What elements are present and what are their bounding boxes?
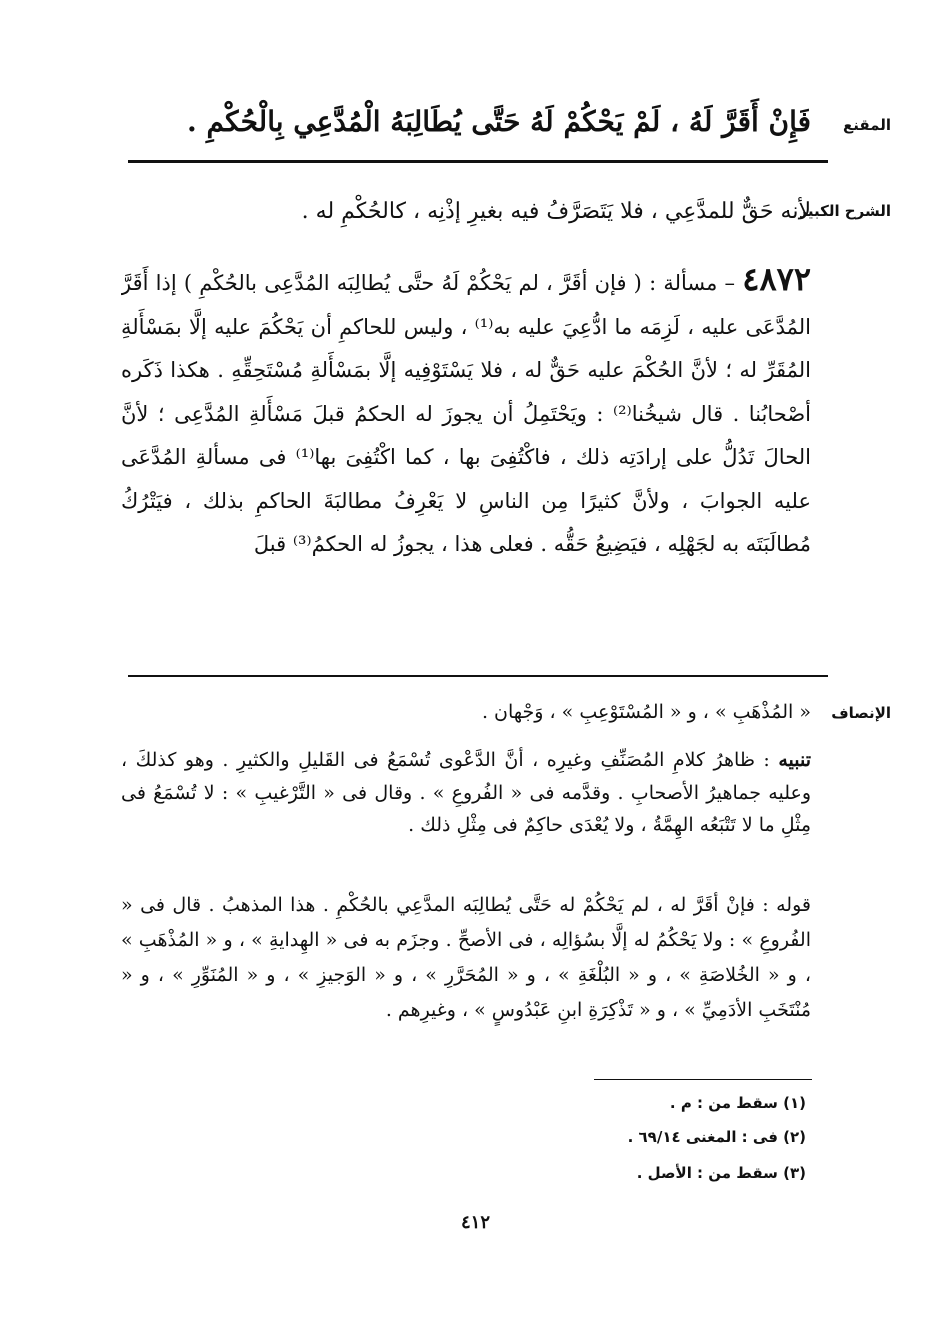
sharh-label: الشرح الكبير bbox=[798, 202, 891, 220]
sharh-body bbox=[121, 258, 811, 654]
insaf-qawluh: قوله : فإنْ أقَرَّ له ، لم يَحْكُمْ له حَتَّى يُطالِبَه المدَّعِي بالحُكْمِ . هذا المذهبُ . قال فى « الفُروعِ » : ولا يَحْكُمُ له إلَّا بسُؤالِه ، فى الأصحِّ . وجزَم به فى « الهِدايةِ » ، و « المُذْهَبِ » ، و « الخُلاصَةِ » ، و « البُلْغَةِ » ، و « المُحَرَّرِ » ، و « الوَجيزِ » ، و « المُنَوِّرِ » ، و « مُنْتَخَبِ الأدَمِيِّ » ، و « تَذْكِرَةِ ابنِ عَبْدُوسٍ » ، وغيرِهم . bbox=[121, 894, 811, 1021]
tanbih-text: : ظاهرُ كلامِ المُصَنِّفِ وغيرِه ، أنَّ الدَّعْوى تُسْمَعُ فى القَليلِ والكثيرِ . وهو كذلكَ ، وعليه جماهيرُ الأصحابِ . وقدَّمه فى « الفُروعِ » . وقال فى « التَّرْغيبِ » : لا تُسْمَعُ فى مِثْلِ ما لا تَتْبَعُه الهِمَّةُ ، ولا يُعْدَى حاكِمٌ فى مِثْلِ ذلك . bbox=[121, 749, 811, 836]
insaf-label: الإنصاف bbox=[831, 704, 891, 722]
footnote-2: (٢) فى : المغنى ٦٩/١٤ . bbox=[627, 1128, 806, 1146]
muqni-text: فَإِنْ أَقَرَّ لَهُ ، لَمْ يَحْكُمْ لَهُ حَتَّى يُطَالِبَهُ الْمُدَّعِي بِالْحُكْمِ . bbox=[187, 105, 811, 138]
sharh-body-text: – مسألة : ( فإن أقَرَّ ، لم يَحْكُمْ لَهُ حتَّى يُطالِبَه المُدَّعِى بالحُكْمِ ) إذا أَقَرَّ المُدَّعَى عليه ، لَزِمَه ما ادُّعِيَ عليه به⁽¹⁾ ، وليس للحاكمِ أن يَحْكُمَ عليه إلَّا بمَسْأَلةِ المُقَرِّ له ؛ لأنَّ الحُكْمَ عليه حَقٌّ له ، فلا يَسْتَوْفِيه إلَّا بمَسْأَلةِ مُسْتَحِقِّهِ . هكذا ذَكَره أصْحابُنا . قال شيخُنا⁽²⁾ : ويَحْتَمِلُ أن يجوزَ له الحكمُ قبلَ مَسْأَلةِ المُدَّعِى ؛ لأنَّ الحالَ تَدُلُّ على إرادَتِه ذلك ، فاكْتُفِىَ بها ، كما اكْتُفِىَ بها⁽¹⁾ فى مسألةِ المُدَّعَى عليه الجوابَ ، ولأنَّ كثيرًا مِن الناسِ لا يَعْرِفُ مطالبَةَ الحاكمِ بذلك ، فيَتْرُكُ مُطالَبَتَه به لجَهْلِه ، فيَضِيعُ حَقُّه . فعلى هذا ، يجوزُ له الحكمُ⁽³⁾ قبلَ bbox=[121, 271, 811, 556]
footnote-1: (١) سقط من : م . bbox=[669, 1094, 806, 1112]
muqni-label: المقنع bbox=[843, 116, 891, 134]
footnote-3: (٣) سقط من : الأصل . bbox=[636, 1164, 806, 1182]
insaf-tanbih bbox=[121, 744, 811, 874]
tanbih-lead: تنبيه bbox=[778, 749, 811, 771]
masala-number: ٤٨٧٢ bbox=[742, 260, 811, 298]
insaf-line1: « المُذْهَبِ » ، و « المُسْتَوْعِبِ » ، وَجْهان . bbox=[481, 701, 811, 723]
muqni-rule bbox=[128, 160, 828, 163]
sharh-intro: لأنه حَقٌّ للمدَّعِي ، فلا يَتَصَرَّفُ فيه بغيرِ إذْنِه ، كالحُكْمِ له . bbox=[301, 199, 811, 224]
footnote-rule bbox=[594, 1079, 812, 1080]
page-number: ٤١٢ bbox=[460, 1212, 490, 1233]
insaf-rule bbox=[128, 675, 828, 677]
